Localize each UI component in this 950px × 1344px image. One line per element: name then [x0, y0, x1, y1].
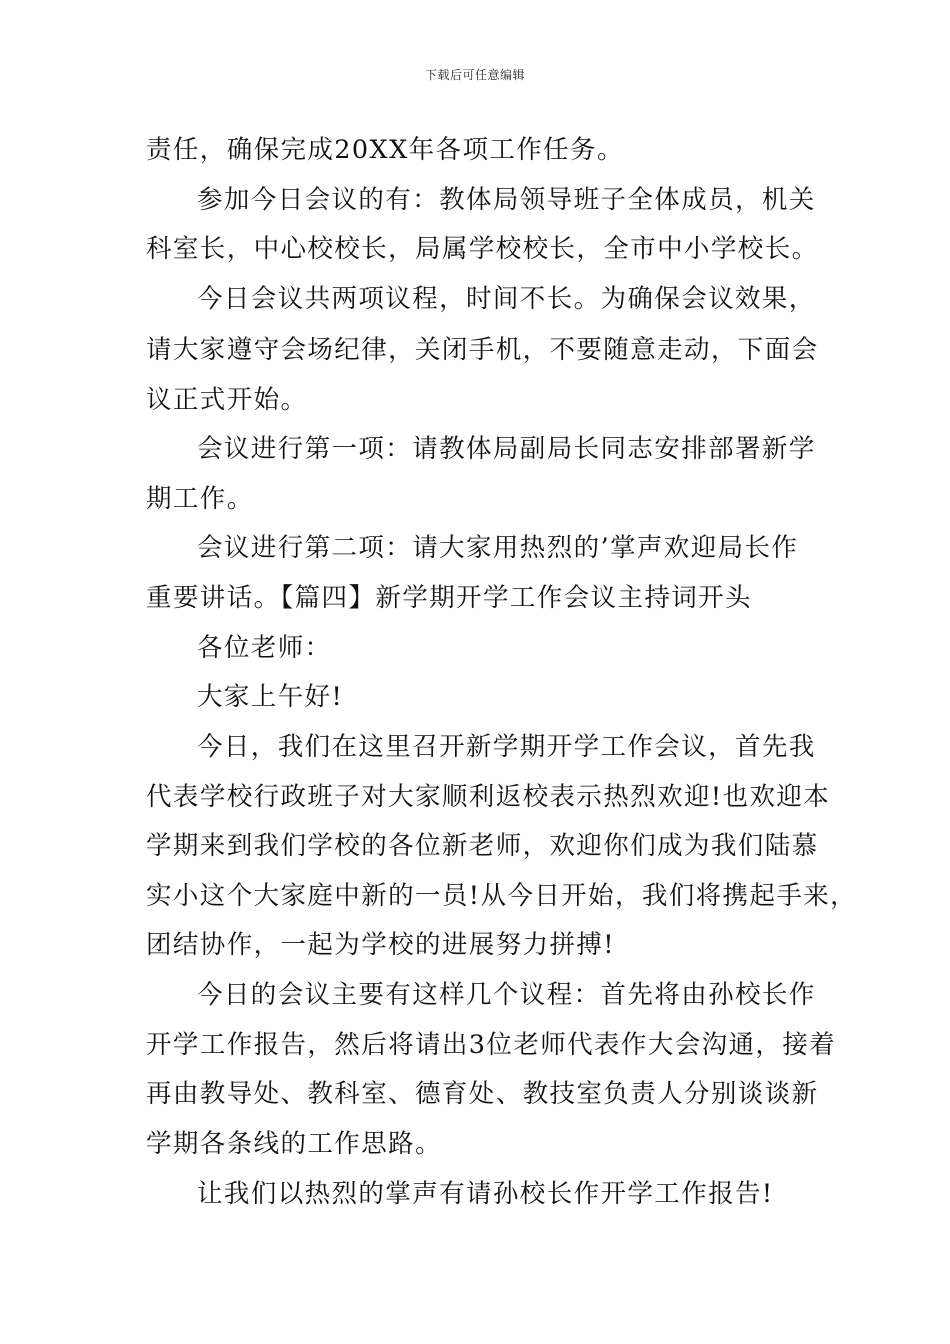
text-line: 学期来到我们学校的各位新老师，欢迎你们成为我们陆慕 [146, 831, 819, 861]
text-line: 议正式开始。 [146, 385, 308, 415]
paragraph-first-line: 会议进行第二项：请大家用热烈的’掌声欢迎局长作 [197, 533, 799, 563]
paragraph-first-line: 参加今日会议的有：教体局领导班子全体成员，机关 [197, 185, 816, 215]
paragraph-first-line: 今日的会议主要有这样几个议程：首先将由孙校长作 [197, 980, 816, 1010]
text-line: 科室长，中心校校长，局属学校校长，全市中小学校长。 [146, 234, 819, 264]
text-line: 学期各条线的工作思路。 [146, 1129, 442, 1159]
paragraph-first-line: 今日会议共两项议程，时间不长。为确保会议效果， [197, 284, 816, 314]
text-line: 团结协作，一起为学校的进展努力拼搏! [146, 930, 615, 960]
text-line: 期工作。 [146, 484, 254, 514]
text-line: 实小这个大家庭中新的一员!从今日开始，我们将携起手来， [146, 881, 858, 911]
paragraph-first-line: 会议进行第一项：请教体局副局长同志安排部署新学 [197, 434, 816, 464]
text-line: 开学工作报告，然后将请出3位老师代表作大会沟通，接着 [146, 1030, 837, 1060]
page-header: 下载后可任意编辑 [424, 68, 525, 82]
text-line: 再由教导处、教科室、德育处、教技室负责人分别谈谈新 [146, 1079, 819, 1109]
paragraph-first-line: 让我们以热烈的掌声有请孙校长作开学工作报告! [197, 1179, 774, 1209]
paragraph-first-line: 今日，我们在这里召开新学期开学工作会议，首先我 [197, 732, 816, 762]
salutation: 各位老师： [197, 633, 332, 663]
text-line: 请大家遵守会场纪律，关闭手机，不要随意走动，下面会 [146, 335, 819, 365]
text-line: 重要讲话。【篇四】新学期开学工作会议主持词开头 [146, 583, 752, 613]
greeting: 大家上午好! [197, 682, 344, 712]
text-line: 责任，确保完成20XX年各项工作任务。 [146, 135, 624, 165]
text-line: 代表学校行政班子对大家顺利返校表示热烈欢迎!也欢迎本 [146, 782, 831, 812]
